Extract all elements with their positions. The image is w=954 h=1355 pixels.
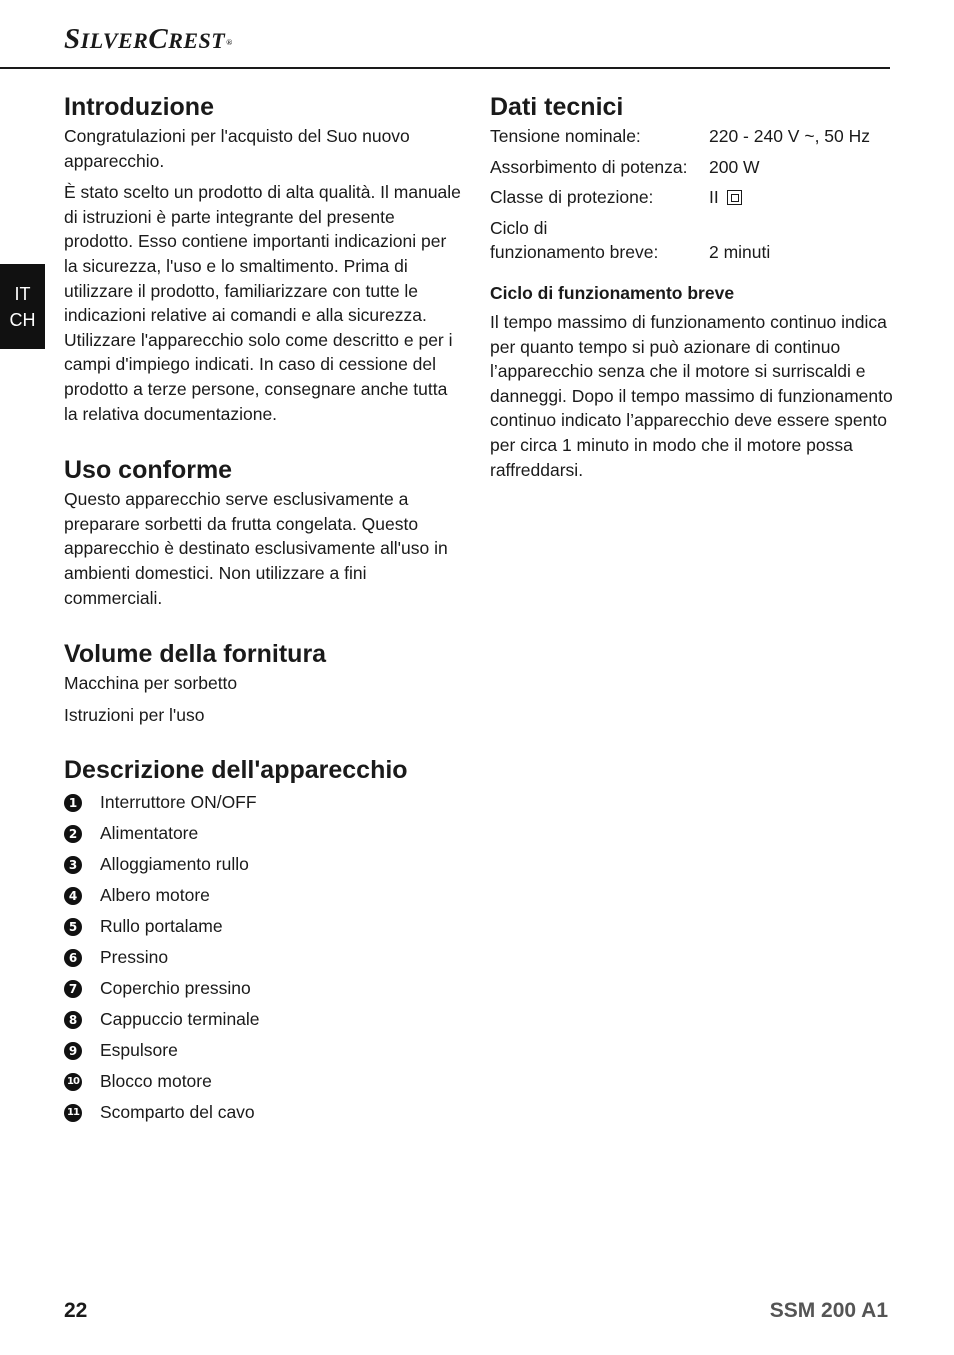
list-item: 5 Rullo portalame	[64, 911, 464, 942]
number-badge: 7	[64, 980, 82, 998]
section-dati-tecnici	[490, 90, 895, 482]
language-tab	[0, 264, 45, 349]
language-code-it: IT	[14, 283, 31, 304]
parts-list	[64, 787, 464, 1128]
list-item: Macchina per sorbetto	[64, 673, 238, 694]
right-column	[490, 90, 895, 482]
language-code-ch: CH	[9, 309, 36, 330]
section-title: Descrizione dell'apparecchio	[64, 756, 408, 785]
list-item: 9 Espulsore	[64, 1035, 464, 1066]
paragraph: Congratulazioni per l'acquisto del Suo nuovo apparecchio.	[64, 126, 410, 171]
number-badge: 5	[64, 918, 82, 936]
page-number: 22	[64, 1299, 88, 1322]
section-title: Volume della fornitura	[64, 640, 327, 669]
section-volume-fornitura	[64, 637, 464, 727]
section-title: Uso conforme	[64, 456, 233, 485]
table-row: Ciclo di funzionamento breve: 2 minuti	[490, 217, 771, 263]
paragraph: È stato scelto un prodotto di alta qualità. Il manuale di istruzioni è parte integrante del presente prodotto. Esso contiene importanti indicazioni per la sicurezza, l'uso e lo smaltimento. Prima di utilizzare il prodotto, familiarizzare con tutte le indicazioni relative ai comandi e alla sicurezza. Utilizzare l'apparecchio solo come descritto e per i campi d'impiego indicati. In caso di cessione del prodotto a terze persone, consegnare anche tutta la relativa documentazione.	[64, 182, 461, 424]
list-item: 2 Alimentatore	[64, 818, 464, 849]
list-item: 6 Pressino	[64, 942, 464, 973]
paragraph: Questo apparecchio serve esclusivamente a preparare sorbetti da frutta congelata. Questo apparecchio è destinato esclusivamente all'uso in ambienti domestici. Non utilizzare a fini commerciali.	[64, 489, 448, 608]
table-row: Classe di protezione: II	[490, 185, 870, 210]
list-item: 8 Cappuccio terminale	[64, 1004, 464, 1035]
number-badge: 11	[64, 1104, 82, 1122]
number-badge: 6	[64, 949, 82, 967]
number-badge: 3	[64, 856, 82, 874]
section-uso-conforme	[64, 453, 464, 610]
table-row: Assorbimento di potenza: 200 W	[490, 156, 760, 177]
section-title: Introduzione	[64, 93, 214, 121]
number-badge: 10	[64, 1073, 82, 1091]
section-title: Dati tecnici	[490, 93, 624, 121]
list-item: 10 Blocco motore	[64, 1066, 464, 1097]
left-column	[64, 90, 464, 1128]
list-item: 4 Albero motore	[64, 880, 464, 911]
table-row: Tensione nominale: 220 - 240 V ~, 50 Hz	[490, 126, 871, 146]
protection-class-ii-icon	[727, 190, 742, 205]
list-item: 3 Alloggiamento rullo	[64, 849, 464, 880]
brand-logo: SILVERCREST®	[64, 23, 233, 55]
number-badge: 2	[64, 825, 82, 843]
number-badge: 4	[64, 887, 82, 905]
subsection-title: Ciclo di funzionamento breve	[490, 282, 735, 303]
list-item: 11 Scomparto del cavo	[64, 1097, 464, 1128]
number-badge: 1	[64, 794, 82, 812]
paragraph: Il tempo massimo di funzionamento continuo indica per quanto tempo si può azionare di continuo l’apparecchio senza che il motore si surriscaldi e danneggi. Dopo il tempo massimo di funzionamento continuo indicato l’apparecchio deve essere spento per circa 1 minuto in modo che il motore possa raffreddarsi.	[490, 311, 893, 480]
list-item: 7 Coperchio pressino	[64, 973, 464, 1004]
spec-table	[490, 124, 870, 265]
number-badge: 9	[64, 1042, 82, 1060]
list-item: Istruzioni per l'uso	[64, 704, 205, 725]
header-divider	[0, 67, 890, 69]
section-introduzione	[64, 90, 464, 426]
model-number: SSM 200 A1	[769, 1299, 888, 1322]
number-badge: 8	[64, 1011, 82, 1029]
section-descrizione	[64, 753, 464, 1128]
list-item: 1 Interruttore ON/OFF	[64, 787, 464, 818]
